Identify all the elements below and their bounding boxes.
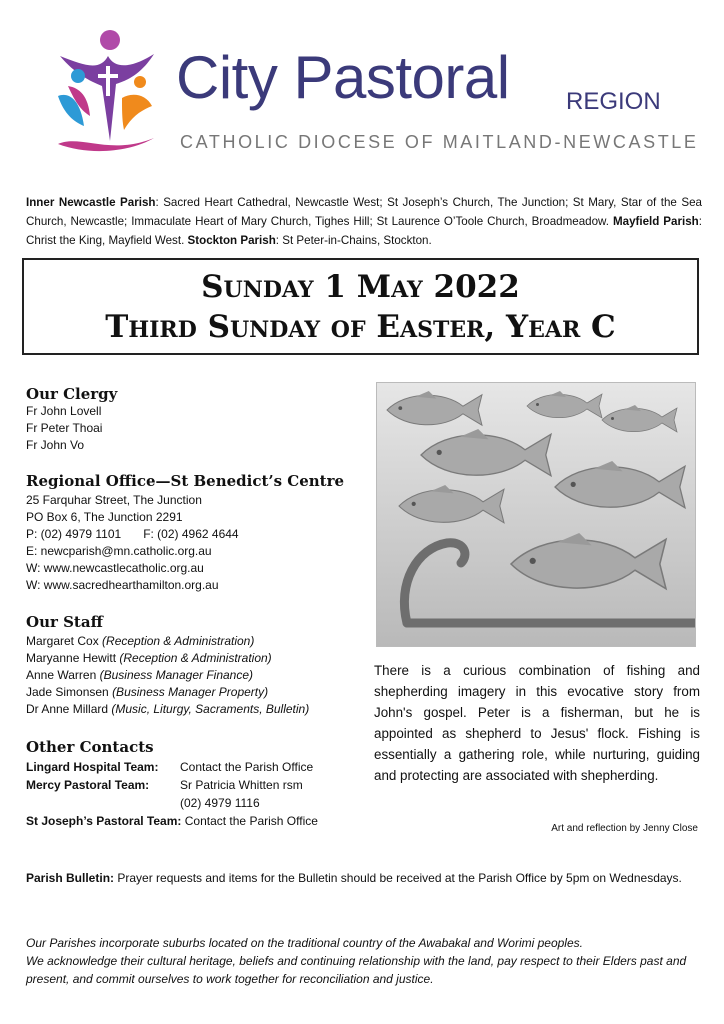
- mayfield-parish-label: Mayfield Parish: [612, 215, 699, 228]
- contacts-heading: Other Contacts: [26, 738, 154, 756]
- page-title-feast: Third Sunday of Easter, Year C: [105, 309, 616, 345]
- city-pastoral-logo-icon: [50, 26, 160, 156]
- office-fax: F: (02) 4962 4644: [143, 527, 239, 541]
- staff-role: (Music, Liturgy, Sacraments, Bulletin): [111, 702, 310, 716]
- staff-name: Maryanne Hewitt: [26, 651, 117, 665]
- contact-value: Contact the Parish Office: [180, 760, 314, 774]
- office-phone-fax: [26, 526, 239, 543]
- staff-member: [26, 684, 309, 701]
- office-address-line: 25 Farquhar Street, The Junction: [26, 493, 202, 507]
- brand-subtitle: CATHOLIC DIOCESE OF MAITLAND-NEWCASTLE: [180, 132, 699, 152]
- mayfield-parish-text: : Christ the King, Mayfield West.: [26, 215, 702, 247]
- stockton-parish-label: Stockton Parish: [187, 234, 276, 247]
- staff-name: Jade Simonsen: [26, 685, 109, 699]
- office-website[interactable]: W: www.newcastlecatholic.org.au: [26, 561, 204, 575]
- office-website[interactable]: W: www.sacredhearthamilton.org.au: [26, 578, 219, 592]
- staff-role: (Reception & Administration): [102, 634, 255, 648]
- office-email[interactable]: E: newcparish@mn.catholic.org.au: [26, 544, 212, 558]
- contact-phone: (02) 4979 1116: [180, 796, 260, 810]
- contact-label: Lingard Hospital Team:: [26, 760, 159, 774]
- art-credit: Art and reflection by Jenny Close: [551, 823, 698, 834]
- stockton-parish-text: : St Peter-in-Chains, Stockton.: [275, 234, 432, 247]
- fish-shepherd-artwork: [376, 382, 696, 647]
- contacts-table: [26, 758, 318, 830]
- staff-member: [26, 667, 309, 684]
- office-phone: P: (02) 4979 1101: [26, 527, 122, 541]
- reflection-text: There is a curious combination of fishing and shepherding imagery in this evocative story from John's gospel. Peter is a fisherman, but he is appointed as shepherd to Jesus' flock. Fishing is essentially a gathering role, while nurturing, guiding and protecting are associated with shepherding.: [374, 663, 700, 783]
- staff-member: [26, 633, 309, 650]
- office-details: [26, 492, 239, 594]
- inner-parish-text: : Sacred Heart Cathedral, Newcastle West; St Joseph’s Church, The Junction; St Mary, Star of the Sea Church, Newcastle; Immaculate Heart of Mary Church, Tighes Hill; St Laurence O’Toole Church, Broadmeadow.: [26, 196, 702, 228]
- bulletin-label: Parish Bulletin:: [26, 871, 115, 885]
- parish-list: [26, 193, 702, 250]
- staff-role: (Business Manager Finance): [99, 668, 254, 682]
- staff-role: (Reception & Administration): [119, 651, 272, 665]
- contact-row: [26, 776, 318, 794]
- page-title-date: Sunday 1 May 2022: [201, 269, 520, 305]
- contact-row: [26, 794, 318, 812]
- staff-name: Margaret Cox: [26, 634, 99, 648]
- staff-list: [26, 633, 309, 718]
- clergy-heading: Our Clergy: [26, 385, 118, 403]
- brand-title: City Pastoral: [176, 44, 510, 111]
- bulletin-note: [26, 869, 698, 888]
- office-address-line: PO Box 6, The Junction 2291: [26, 510, 183, 524]
- brand-region: REGION: [566, 88, 661, 115]
- contact-label: Mercy Pastoral Team:: [26, 778, 150, 792]
- staff-role: (Business Manager Property): [112, 685, 269, 699]
- contact-label: St Joseph’s Pastoral Team:: [26, 814, 182, 828]
- acknowledgement-line: Our Parishes incorporate suburbs located on the traditional country of the Awabakal and Worimi peoples.: [26, 936, 583, 950]
- office-heading: Regional Office—St Benedict’s Centre: [26, 472, 345, 490]
- clergy-name: Fr John Vo: [26, 438, 85, 452]
- staff-member: [26, 650, 309, 667]
- staff-name: Anne Warren: [26, 668, 97, 682]
- clergy-list: [26, 403, 102, 454]
- contact-value: Sr Patricia Whitten rsm: [180, 778, 303, 792]
- title-box: [22, 258, 699, 355]
- bulletin-text: Prayer requests and items for the Bulletin should be received at the Parish Office by 5pm on Wednesdays.: [114, 871, 682, 885]
- acknowledgement-line: We acknowledge their cultural heritage, beliefs and continuing relationship with the land, pay respect to their Elders past and present, and commit ourselves to work together for reconciliation and justice.: [26, 954, 687, 986]
- clergy-name: Fr Peter Thoai: [26, 421, 103, 435]
- staff-member: [26, 701, 309, 718]
- inner-parish-label: Inner Newcastle Parish: [26, 196, 156, 209]
- staff-name: Dr Anne Millard: [26, 702, 109, 716]
- contact-row: [26, 758, 318, 776]
- clergy-name: Fr John Lovell: [26, 404, 102, 418]
- staff-heading: Our Staff: [26, 613, 103, 631]
- contact-value: Contact the Parish Office: [184, 814, 318, 828]
- acknowledgement-of-country: [26, 934, 698, 988]
- contact-row: [26, 812, 318, 830]
